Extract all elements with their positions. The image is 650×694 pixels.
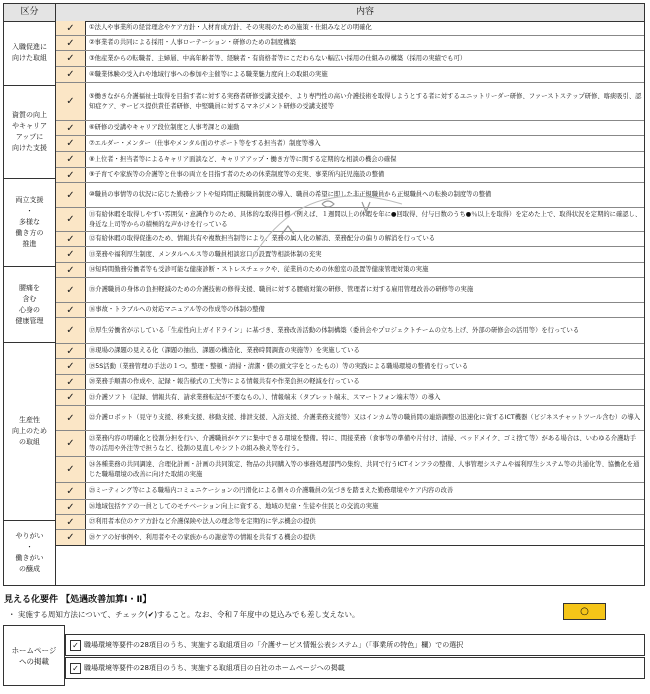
- table-row: [56, 530, 644, 546]
- row-text: ②事業者の共同による採用・人事ローテーション・研修のための制度構築: [89, 39, 296, 46]
- row-checkbox[interactable]: ✓: [56, 168, 86, 182]
- table-row: [56, 121, 644, 136]
- row-checkbox[interactable]: ✓: [56, 247, 86, 262]
- row-checkbox[interactable]: ✓: [56, 51, 86, 66]
- row-text: ㉕ミーティング等による職場内コミュニケーションの円滑化による個々の介護職員の気づきを踏まえた勤務環境やケア内容の改善: [89, 487, 454, 494]
- visibility-title: 見える化要件 【処遇改善加算Ⅰ・Ⅱ】: [4, 595, 152, 605]
- row-checkbox[interactable]: ✓: [56, 183, 86, 207]
- row-text: ⑯事故・トラブルへの対応マニュアル等の作成等の体制の整備: [89, 306, 265, 313]
- table-row: [56, 500, 644, 515]
- row-text: ①法人や事業所の経営理念やケア方針・人材育成方針、その実現のための施策・仕組みなどの明確化: [89, 24, 372, 31]
- row-checkbox[interactable]: ✓: [56, 232, 86, 246]
- visibility-mark[interactable]: ○: [563, 603, 606, 620]
- row-checkbox[interactable]: ✓: [56, 83, 86, 120]
- row-text: ⑳業務手順書の作成や、記録・報告様式の工夫等による情報共有や作業負担の軽減を行っている: [89, 378, 360, 385]
- row-checkbox[interactable]: ✓: [56, 136, 86, 151]
- table-row: [56, 208, 644, 232]
- row-checkbox[interactable]: ✓: [56, 457, 86, 482]
- row-checkbox[interactable]: ✓: [56, 483, 86, 499]
- table-row: [56, 21, 644, 36]
- table-row: [56, 183, 644, 208]
- category-recruitment: 入職促進に 向けた取組: [4, 21, 56, 86]
- row-text: ⑤働きながら介護福祉士取得を目指す者に対する実務者研修受講支援や、より専門性の高い介護技術を取得しようとする者に対するユニットリーダー研修、ファーストステップ研修、喀痰吸引、認知症ケア、サービス提供責任者研修、中堅職員に対するマネジメント研修の受講支援等: [89, 92, 642, 110]
- row-text: ⑱現場の課題の見える化（課題の抽出、課題の構造化、業務時間調査の実施等）を実施している: [89, 347, 360, 354]
- table-row: [56, 359, 644, 375]
- table-row: [56, 136, 644, 152]
- row-checkbox[interactable]: ✓: [56, 500, 86, 514]
- table-row: [56, 303, 644, 318]
- row-checkbox[interactable]: ✓: [56, 375, 86, 389]
- table-header: [4, 4, 644, 22]
- row-text: ⑥研修の受講やキャリア段位制度と人事考課との連動: [89, 124, 240, 131]
- table-row: [56, 278, 644, 303]
- table-row: [56, 457, 644, 483]
- category-productivity: 生産性 向上のため の取組: [4, 343, 56, 521]
- requirements-table: [3, 3, 645, 586]
- row-checkbox[interactable]: ✓: [56, 303, 86, 317]
- table-row: [56, 232, 644, 247]
- homepage-item[interactable]: [65, 634, 645, 656]
- row-text: ⑫有給休暇の取得促進のため、情報共有や複数担当制等により、業務の属人化の解消、業務配分の偏りの解消を行っている: [89, 235, 436, 242]
- table-row: [56, 36, 644, 51]
- row-text: ⑬業務や福利厚生制度、メンタルヘルス等の職員相談窓口の設置等相談体制の充実: [89, 250, 322, 258]
- row-text: ⑭短時間勤務労働者等も受診可能な健康診断・ストレスチェックや、従業員のための休憩室の設置等健康管理対策の実施: [89, 266, 429, 273]
- homepage-item[interactable]: [65, 657, 645, 679]
- row-text: ㉓業務内容の明確化と役割分担を行い、介護職員がケアに集中できる環境を整備。特に、間接業務（食事等の準備や片付け、清掃、ベッドメイク、ゴミ捨て等）がある場合は、いわゆる介護助手等の活用や外注等で担うなど、役割の見直しやシフトの組み換え等を行う。: [89, 434, 637, 452]
- visibility-note: ・ 実施する周知方法について、チェック(✔)すること。なお、令和７年度中の見込みでも差し支えない。: [8, 610, 360, 619]
- row-checkbox[interactable]: ✓: [56, 318, 86, 343]
- category-motivation: やりがい ・ 働きがい の醸成: [4, 521, 56, 585]
- row-checkbox[interactable]: ✓: [56, 208, 86, 231]
- table-row: [56, 83, 644, 121]
- row-checkbox[interactable]: ✓: [56, 390, 86, 405]
- category-work-life: 両立支援 ・ 多様な 働き方の 推進: [4, 179, 56, 267]
- row-checkbox[interactable]: ✓: [56, 344, 86, 358]
- table-row: [56, 483, 644, 500]
- table-row: [56, 515, 644, 530]
- table-row: [56, 318, 644, 344]
- table-row: [56, 390, 644, 406]
- row-text: ⑪有給休暇を取得しやすい雰囲気・意識作りのため、具体的な取得目標（例えば、１週間以上の休暇を年に●回取得、付与日数のうち●％以上を取得）を定めた上で、取得状況を定期的に確認し、身近な上司等からの積極的な声かけを行っている: [89, 210, 642, 228]
- table-row: [56, 67, 644, 83]
- table-row: [56, 152, 644, 168]
- table-row: [56, 406, 644, 431]
- row-checkbox[interactable]: ✓: [56, 515, 86, 529]
- category-career: 資質の向上 やキャリア アップに 向けた支援: [4, 86, 56, 179]
- row-checkbox[interactable]: ✓: [56, 263, 86, 277]
- row-checkbox[interactable]: ✓: [56, 530, 86, 545]
- homepage-checkbox[interactable]: ✓: [70, 640, 81, 651]
- row-checkbox[interactable]: ✓: [56, 36, 86, 50]
- row-text: ⑰厚生労働省が示している「生産性向上ガイドライン」に基づき、業務改善活動の体制構築（委員会やプロジェクトチームの立ち上げ、外部の研修会の活用等）を行っている: [89, 326, 580, 334]
- row-checkbox[interactable]: ✓: [56, 359, 86, 374]
- row-checkbox[interactable]: ✓: [56, 431, 86, 456]
- table-row: [56, 344, 644, 359]
- row-text: ⑩職員の事情等の状況に応じた勤務シフトや短時間正規職員制度の導入、職員の希望に即した非正規職員から正規職員への転換の制度等の整備: [89, 191, 492, 198]
- table-row: [56, 247, 644, 263]
- row-text: ㉘ケアの好事例や、利用者やその家族からの謝意等の情報を共有する機会の提供: [89, 533, 316, 541]
- row-text: ⑦エルダー・メンター（仕事やメンタル面のサポート等をする担当者）制度等導入: [89, 139, 321, 147]
- category-health: 腰痛を 含む 心身の 健康管理: [4, 267, 56, 343]
- homepage-category: ホームページ への掲載: [3, 625, 65, 686]
- row-text: ㉑介護ソフト（記録、情報共有、請求業務転記が不要なもの。）、情報端末（タブレット端末、スマートフォン端末等）の導入: [89, 393, 441, 401]
- row-text: ㉒介護ロボット（見守り支援、移乗支援、移動支援、排泄支援、入浴支援、介護業務支援等）又はインカム等の職員間の連絡調整の迅速化に資するICT機器（ビジネスチャットツール含む）の導入: [89, 414, 641, 421]
- table-row: [56, 431, 644, 457]
- row-text: ⑨子育てや家族等の介護等と仕事の両立を目指す者のための休業制度等の充実、事業所内託児施設の整備: [89, 171, 385, 178]
- row-checkbox[interactable]: ✓: [56, 21, 86, 35]
- homepage-checkbox[interactable]: ✓: [70, 663, 81, 674]
- row-checkbox[interactable]: ✓: [56, 406, 86, 430]
- row-text: ⑧上位者・担当者等によるキャリア面談など、キャリアアップ・働き方等に関する定期的な相談の機会の確保: [89, 155, 397, 163]
- table-row: [56, 263, 644, 278]
- table-row: [56, 375, 644, 390]
- row-checkbox[interactable]: ✓: [56, 67, 86, 82]
- row-text: ③他産業からの転職者、主婦層、中高年齢者等、経験者・有資格者等にこだわらない幅広い採用の仕組みの構築（採用の実績でも可）: [89, 54, 467, 62]
- header-category: 区分: [4, 4, 56, 21]
- table-row: [56, 168, 644, 183]
- row-text: ㉖地域包括ケアの一員としてのモチベーション向上に資する、地域の児童・生徒や住民との交流の実施: [89, 503, 379, 510]
- table-row: [56, 51, 644, 67]
- row-text: ⑮介護職員の身体の負担軽減のための介護技術の修得支援、職員に対する腰痛対策の研修、管理者に対する雇用管理改善の研修等の実施: [89, 286, 474, 293]
- row-text: ④職業体験の受入れや地域行事への参加や主催等による職業魅力度向上の取組の実施: [89, 70, 328, 78]
- row-text: ⑲5S活動（業務管理の手法の１つ。整理・整頓・清掃・清潔・躾の頭文字をとったもの）等の実践による職場環境の整備を行っている: [89, 362, 469, 370]
- homepage-item-text: 職場環境等要件の28項目のうち、実施する取組項目の自社のホームページへの掲載: [84, 664, 345, 672]
- row-text: ㉔各種業務の共同調達、合理化計画・計画の共同策定、物品の共同購入等の事務処理部門の集約、共同で行うICTインフラの整備、人事管理システムや福利厚生システム等の共通化等、協働化を通じた職場環境の改善に向けた取組の実施: [89, 460, 640, 478]
- homepage-section: [3, 625, 645, 686]
- row-checkbox[interactable]: ✓: [56, 121, 86, 135]
- row-text: ㉗利用者本位のケア方針など介護保険や法人の理念等を定期的に学ぶ機会の提供: [89, 518, 316, 525]
- homepage-item-text: 職場環境等要件の28項目のうち、実施する取組項目の「介護サービス情報公表システム」（「事業所の特色」欄）での選択: [84, 641, 464, 649]
- row-checkbox[interactable]: ✓: [56, 278, 86, 302]
- row-checkbox[interactable]: ✓: [56, 152, 86, 167]
- header-content: 内容: [355, 7, 374, 17]
